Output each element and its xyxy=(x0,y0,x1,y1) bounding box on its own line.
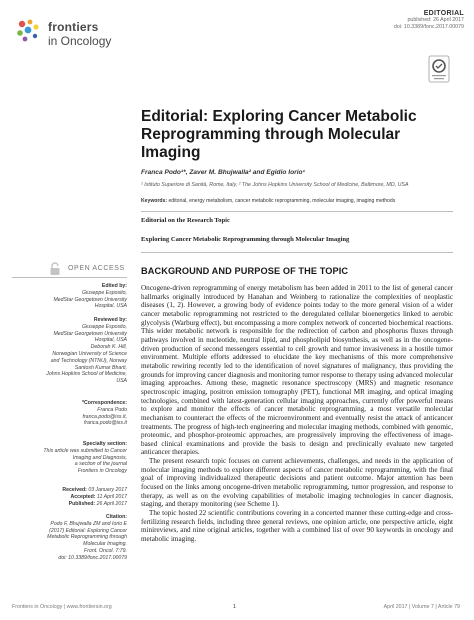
footer-journal[interactable]: Frontiers in Oncology | www.frontiersin.org xyxy=(12,604,112,610)
citation-heading: Citation: xyxy=(105,514,127,520)
sidebar-edited-by xyxy=(12,283,127,310)
sidebar-divider xyxy=(12,277,127,278)
research-topic-label: Editorial on the Research Topic xyxy=(141,217,230,224)
keywords-label: Keywords: xyxy=(141,198,168,204)
published-date-sidebar: Published: 26 April 2017 xyxy=(68,500,127,507)
page-number: 1 xyxy=(233,604,236,610)
footer-issue: April 2017 | Volume 7 | Article 79 xyxy=(383,604,460,610)
sidebar-dates xyxy=(12,487,127,507)
divider xyxy=(141,211,453,212)
keywords-list: editorial, energy metabolism, cancer metabolic reprogramming, molecular imaging, imaging methods xyxy=(168,198,396,204)
sidebar-correspondence xyxy=(12,400,127,427)
editor-line: Hospital, USA xyxy=(94,303,127,310)
published-date: published: 26 April 2017 xyxy=(407,17,464,23)
editor-line: MedStar Georgetown University xyxy=(53,296,127,303)
article-header-info xyxy=(394,10,464,31)
affiliations: ¹ Istituto Superiore di Sanità, Rome, Italy, ² The Johns Hopkins University School of Medicine, Baltimore, MD, USA xyxy=(141,182,409,188)
reviewer-line: Giuseppe Esposito, xyxy=(82,323,127,330)
specialty-line: Frontiers in Oncology xyxy=(77,468,127,475)
research-topic-title[interactable]: Exploring Cancer Metabolic Reprogramming through Molecular Imaging xyxy=(141,236,350,243)
paragraph: The topic hosted 22 scientific contributions covering in a concerted manner these cutting-edge and cross-fertilizing research fields, including three general reviews, one opinion article, one perspective article, eight minireviews, and nine original articles, together with a combined list of over 90 keywords in oncology and metabolic imaging. xyxy=(141,509,453,544)
keywords xyxy=(141,198,395,204)
reviewer-line: and Technology (NTNU), Norway xyxy=(50,357,127,364)
journal-name-line1: frontiers xyxy=(48,20,99,34)
authors: Franca Podo¹*, Zaver M. Bhujwalla² and Egidio Iorio¹ xyxy=(141,169,305,176)
article-type: EDITORIAL xyxy=(423,10,464,17)
correspondence-line: Franca Podo xyxy=(97,406,127,413)
specialty-line: This article was submitted to Cancer xyxy=(43,447,127,454)
journal-name-line2: in Oncology xyxy=(48,34,112,48)
specialty-heading: Specialty section: xyxy=(82,441,127,447)
check-for-updates-icon[interactable] xyxy=(428,55,450,83)
sidebar-specialty xyxy=(12,441,127,475)
specialty-line: Imaging and Diagnosis, xyxy=(72,454,127,461)
open-access-lock-icon xyxy=(48,262,62,276)
open-access-label: OPEN ACCESS xyxy=(68,265,125,272)
reviewed-by-heading: Reviewed by: xyxy=(93,317,127,323)
reviewer-line: Deborah K. Hill, xyxy=(90,344,127,351)
reviewer-line: MedStar Georgetown University xyxy=(53,330,127,337)
specialty-line: a section of the journal xyxy=(74,461,127,468)
section-heading: BACKGROUND AND PURPOSE OF THE TOPIC xyxy=(141,266,349,276)
article-body xyxy=(141,284,453,544)
citation-line: Molecular Imaging. xyxy=(83,541,127,548)
article-title: Editorial: Exploring Cancer Metabolic Reprogramming through Molecular Imaging xyxy=(141,108,417,161)
sidebar-citation xyxy=(12,514,127,562)
journal-logo[interactable] xyxy=(14,14,144,54)
reviewer-line: Norwegian University of Science xyxy=(52,350,127,357)
sidebar-reviewed-by xyxy=(12,317,127,385)
reviewer-line: Santosh Kumar Bharti, xyxy=(74,364,127,371)
correspondence-email[interactable]: franca.podo@iss.it xyxy=(83,420,127,427)
reviewer-line: Hospital, USA xyxy=(94,337,127,344)
reviewer-line: Johns Hopkins School of Medicine, xyxy=(46,371,127,378)
received-date: Received: 03 January 2017 xyxy=(62,487,127,493)
edited-by-heading: Edited by: xyxy=(101,283,127,289)
accepted-date: Accepted: 11 April 2017 xyxy=(70,493,127,500)
citation-line: (2017) Editorial: Exploring Cancer xyxy=(49,527,127,534)
paragraph: The present research topic focuses on current achievements, challenges, and needs in the application of molecular imaging methods to explore different aspects of cancer metabolic reprogramming, with the final goal of improving individualized therapeutic decisions and patient outcome. Major attention has been focused on the links among oncogene-driven metabolic reprogramming, tumor progression, and response to therapy, as well as on the evolving capabilities of metabolic imaging technologies in cancer diagnosis, staging, and therapy monitoring (see Scheme 1). xyxy=(141,457,453,509)
citation-line: Front. Oncol. 7:79. xyxy=(84,547,127,554)
citation-doi[interactable]: doi: 10.3389/fonc.2017.00079 xyxy=(58,554,127,561)
correspondence-heading: *Correspondence: xyxy=(82,400,127,406)
doi[interactable]: doi: 10.3389/fonc.2017.00079 xyxy=(393,24,464,30)
citation-line: Podo F, Bhujwalla ZM and Iorio E xyxy=(50,520,127,527)
paragraph: Oncogene-driven reprogramming of energy metabolism has been added in 2011 to the list of general cancer hallmarks originally introduced by Hanahan and Weinberg to rationalize the complexities of neoplastic diseases (1, 2). However, a growing body of evidence points today to the more general vision of a wider cancer metabolic reprogramming not restricted to the deregulated cellular bioenergetics linked to aerobic glycolysis (Warburg effect), but encompassing a more complex network of concerted biochemical reactions. This wider metabolic network is responsible for the redirection of carbon and phosphorus fluxes through pathways involved in nucleotide, neutral lipid, and phospholipid biosynthesis, as well as in the oncogene-driven production of second messengers essential to cell growth and tumor invasiveness in a hostile tumor environment. Multiple efforts addressed to elucidate the key mechanisms of this more comprehensive metabolic rewiring recently led to the identification of novel signatures of malignancy, thus providing the grounds for improving cancer diagnosis and monitoring tumor response to therapy using advanced molecular imaging approaches. Among these, magnetic resonance spectroscopy (MRS) and magnetic resonance spectroscopic imaging, positron emission tomography (PET), functional MR imaging, and optical imaging technologies, combined with latest-generation cellular imaging approaches, currently offer powerful means to explore and monitor the effects of cancer metabolic reprogramming, a most versatile molecular mechanism to counteract the effects of the microenvironment and eventually resist the attack of anticancer treatments. The progress of high-tech engineering and molecular imaging methods, combined with genomic, proteomic, and phosphor-proteomic approaches, are progressively improving the effectiveness of image-based clinical examinations and provide the basis to design and preclinically evaluate new targeted anticancer therapies. xyxy=(141,284,453,457)
citation-line: Metabolic Reprogramming through xyxy=(47,534,127,541)
frontiers-logo-icon xyxy=(14,16,42,44)
divider xyxy=(141,252,453,253)
correspondence-email[interactable]: franca.podo@iss.it, xyxy=(82,413,127,420)
editor-line: Giuseppe Esposito, xyxy=(82,289,127,296)
reviewer-line: USA xyxy=(116,378,127,385)
